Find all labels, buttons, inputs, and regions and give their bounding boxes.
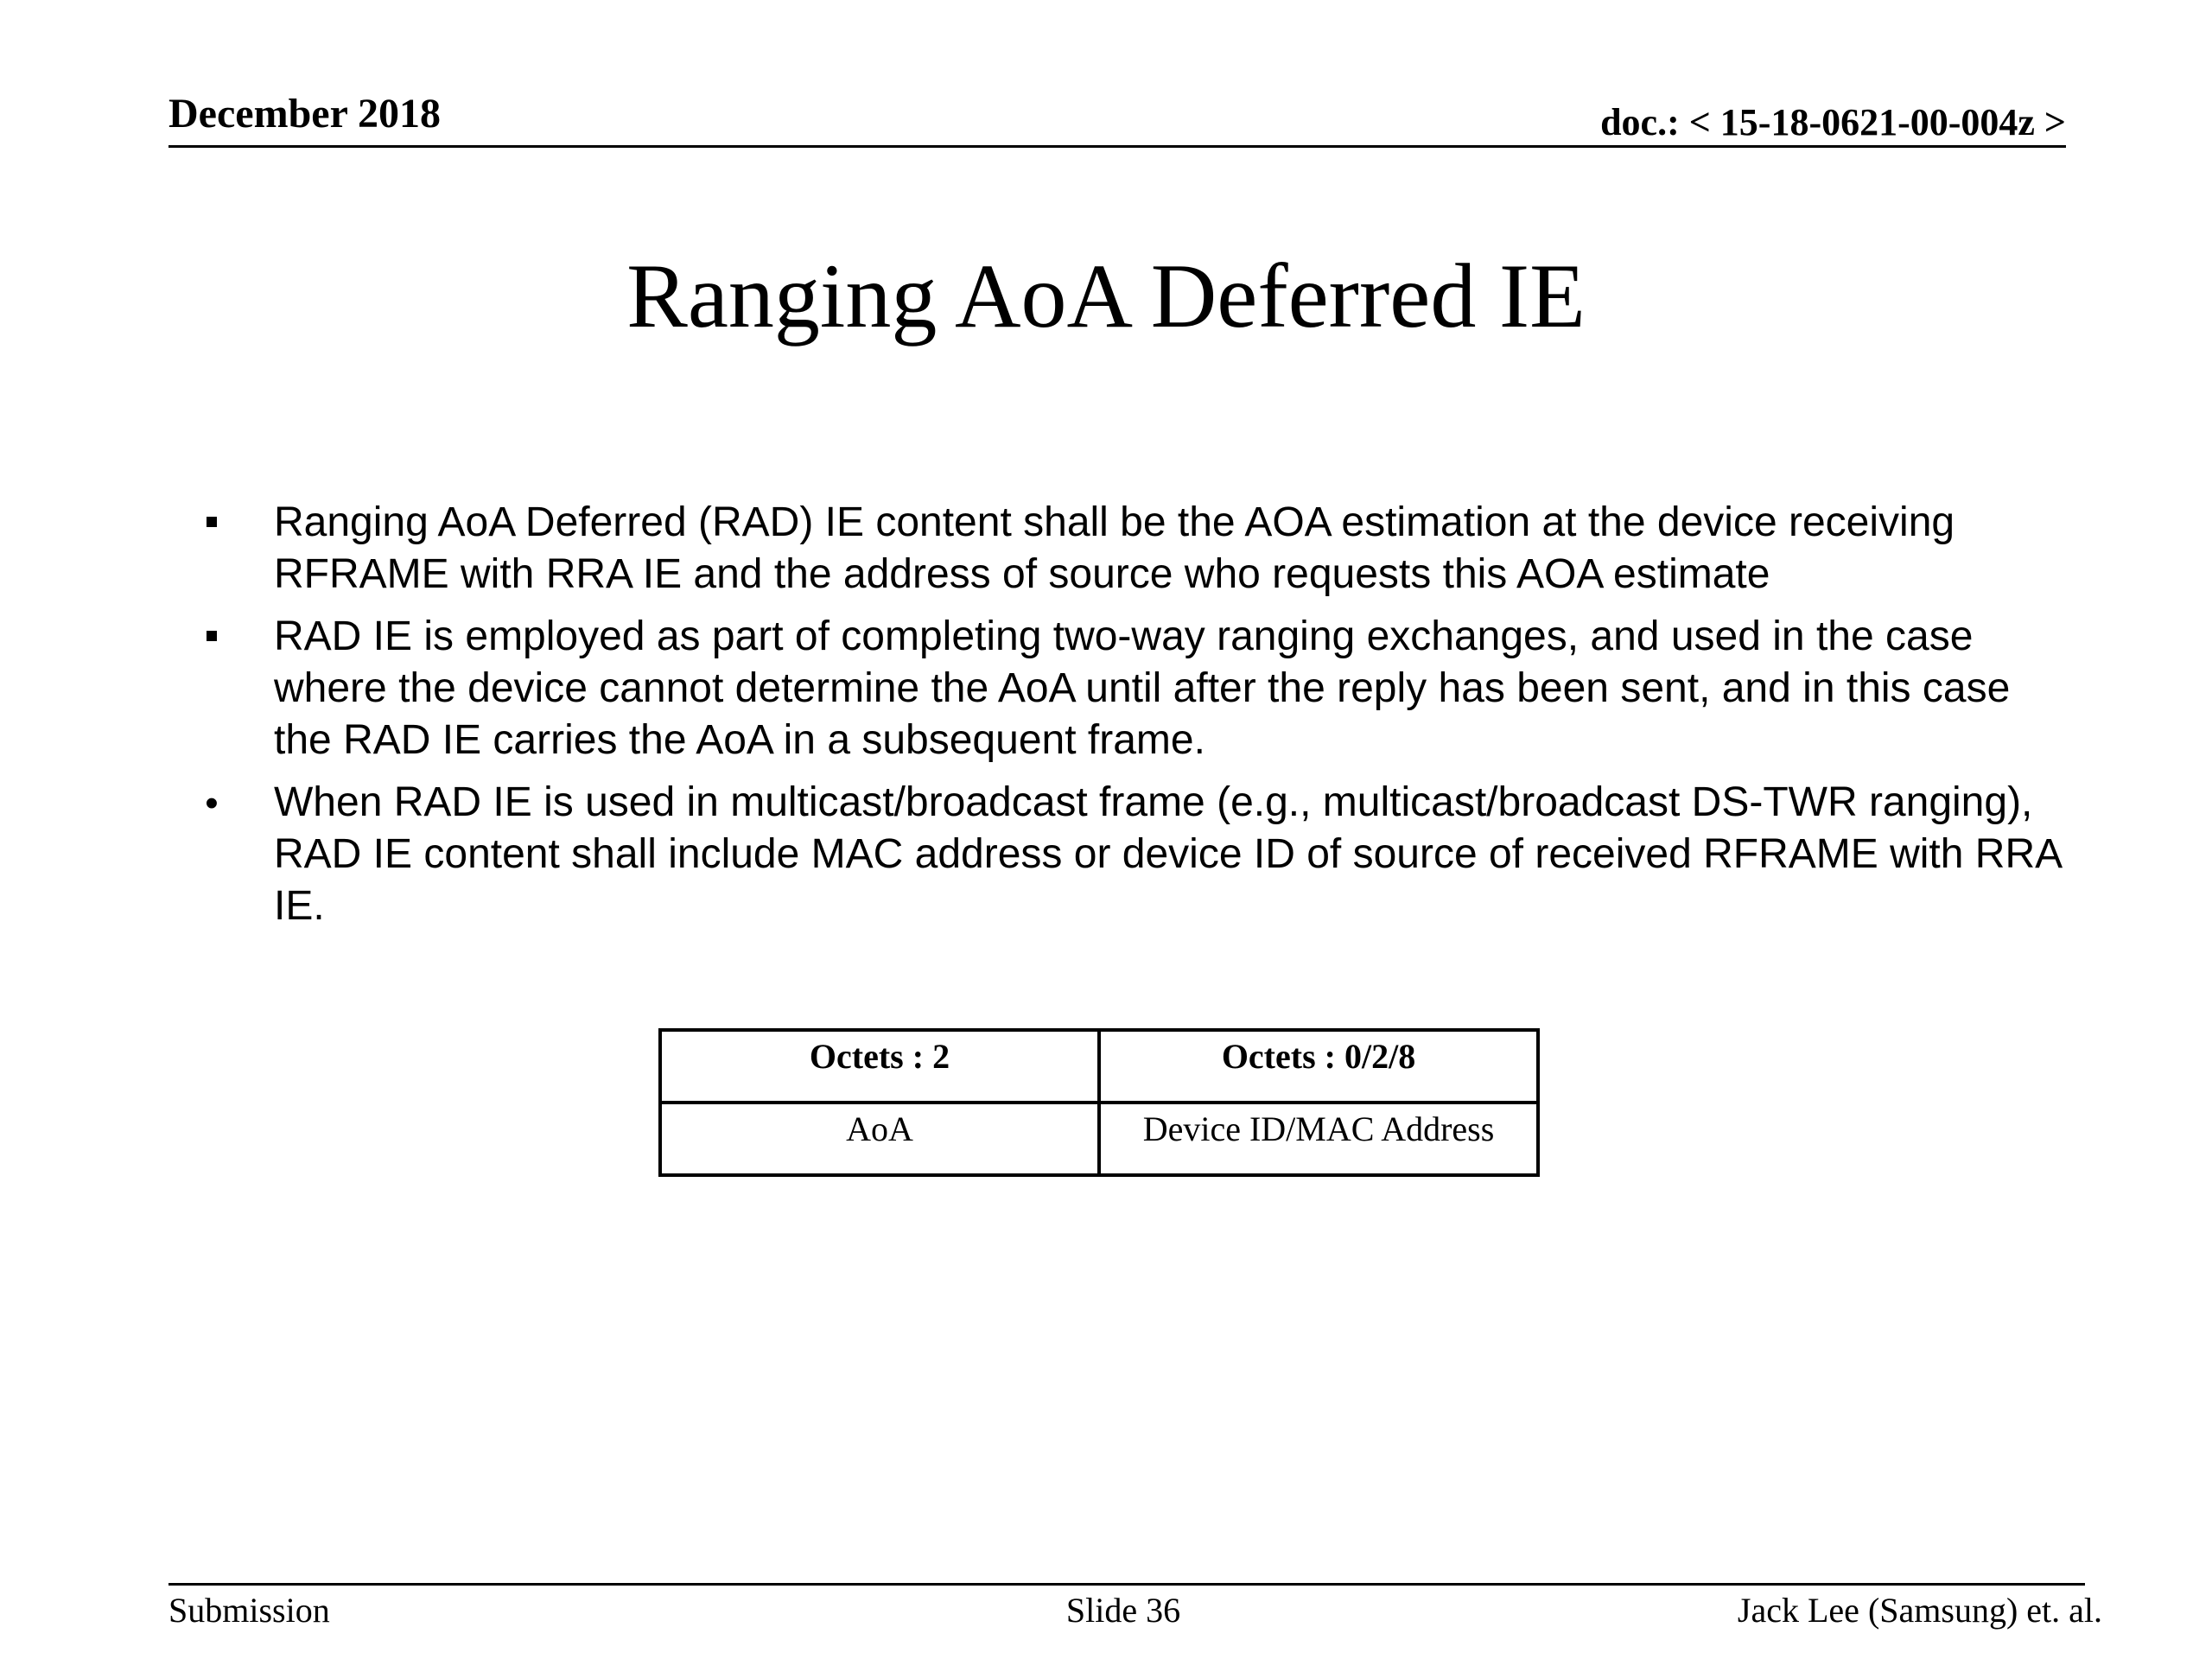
table-row: [660, 1103, 1538, 1175]
bullet-text: When RAD IE is used in multicast/broadcast frame (e.g., multicast/broadcast DS-TWR ranging), RAD IE content shall include MAC address or device ID of source of received RFRAME with RRA IE.: [274, 779, 2061, 929]
round-bullet-icon: [194, 777, 229, 830]
ie-format-table: [658, 1028, 1540, 1177]
bullet-text: RAD IE is employed as part of completing two-way ranging exchanges, and used in the case where the device cannot determine the AoA until after the reply has been sent, and in this case the RAD IE carries the AoA in a subsequent frame.: [274, 613, 2011, 763]
footer-slide-number: Slide 36: [1065, 1591, 1181, 1630]
table-header-row: [660, 1030, 1538, 1103]
table-cell: Device ID/MAC Address: [1099, 1103, 1538, 1175]
table-cell: AoA: [660, 1103, 1099, 1175]
square-bullet-icon: [194, 497, 229, 549]
footer-author: Jack Lee (Samsung) et. al.: [1737, 1591, 2102, 1630]
bullet-item: [168, 777, 2078, 932]
square-bullet-icon: [194, 611, 229, 663]
bullet-item: [168, 611, 2078, 766]
header-date: December 2018: [168, 91, 441, 137]
table-header-cell: Octets : 0/2/8: [1099, 1030, 1538, 1103]
slide-title: Ranging AoA Deferred IE: [626, 245, 1586, 346]
bullet-item: [168, 497, 2078, 601]
header-divider: [168, 145, 2066, 148]
footer-submission: Submission: [168, 1591, 330, 1630]
footer-divider: [168, 1583, 2085, 1586]
bullet-text: Ranging AoA Deferred (RAD) IE content shall be the AOA estimation at the device receiving RFRAME with RRA IE and the address of source who requests this AOA estimate: [274, 499, 1955, 597]
bullet-list: [168, 497, 2078, 943]
table-header-cell: Octets : 2: [660, 1030, 1099, 1103]
header-doc-id: doc.: < 15-18-0621-00-004z >: [1600, 101, 2066, 143]
